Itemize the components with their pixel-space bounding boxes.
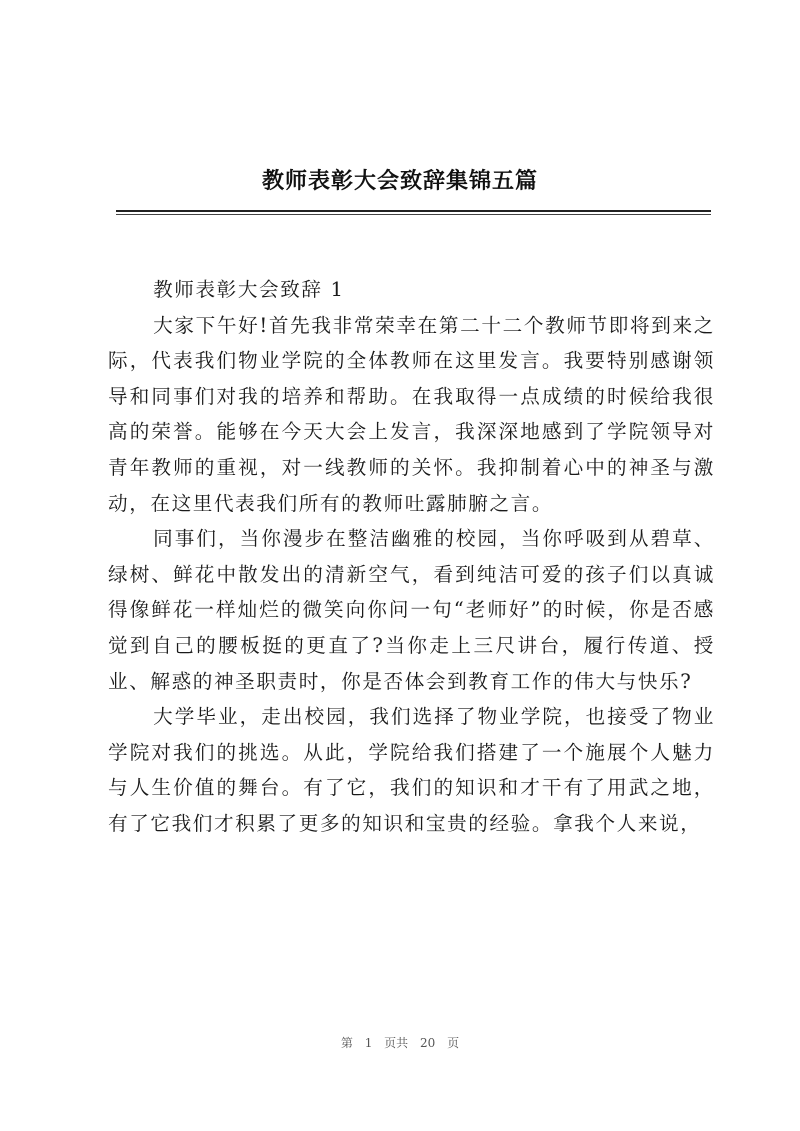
title-underline (116, 210, 711, 212)
footer-label-page: 第 (340, 1036, 353, 1050)
footer-current-page: 1 (364, 1036, 373, 1050)
paragraph: 大家下午好!首先我非常荣幸在第二十二个教师节即将到来之际，代表我们物业学院的全体教师在这里发言。我要特别感谢领导和同事们对我的培养和帮助。在我取得一点成绩的时候给我很高的荣誉。能够在今天大会上发言，我深深地感到了学院领导对青年教师的重视，对一线教师的关怀。我抑制着心中的神圣与激动，在这里代表我们所有的教师吐露肺腑之言。 (108, 313, 715, 515)
document-title: 教师表彰大会致辞集锦五篇 (261, 168, 538, 194)
paragraph: 大学毕业，走出校园，我们选择了物业学院，也接受了物业学院对我们的挑选。从此，学院给我们搭建了一个施展个人魅力与人生价值的舞台。有了它，我们的知识和才干有了用武之地，有了它我们才积累了更多的知识和宝贵的经验。拿我个人来说， (108, 705, 715, 835)
section-heading: 教师表彰大会致辞 1 (153, 278, 345, 301)
title-underline-thin (116, 214, 711, 215)
footer-total-pages: 20 (420, 1036, 436, 1050)
footer-label-end: 页 (447, 1036, 460, 1050)
footer-label-of: 页共 (384, 1036, 409, 1050)
document-body (108, 272, 715, 842)
page-footer (0, 1034, 800, 1051)
paragraph: 同事们，当你漫步在整洁幽雅的校园，当你呼吸到从碧草、绿树、鲜花中散发出的清新空气，看到纯洁可爱的孩子们以真诚得像鲜花一样灿烂的微笑向你问一句“老师好”的时候，你是否感觉到自己的腰板挺的更直了?当你走上三尺讲台，履行传道、授业、解惑的神圣职责时，你是否体会到教育工作的伟大与快乐? (108, 527, 715, 693)
